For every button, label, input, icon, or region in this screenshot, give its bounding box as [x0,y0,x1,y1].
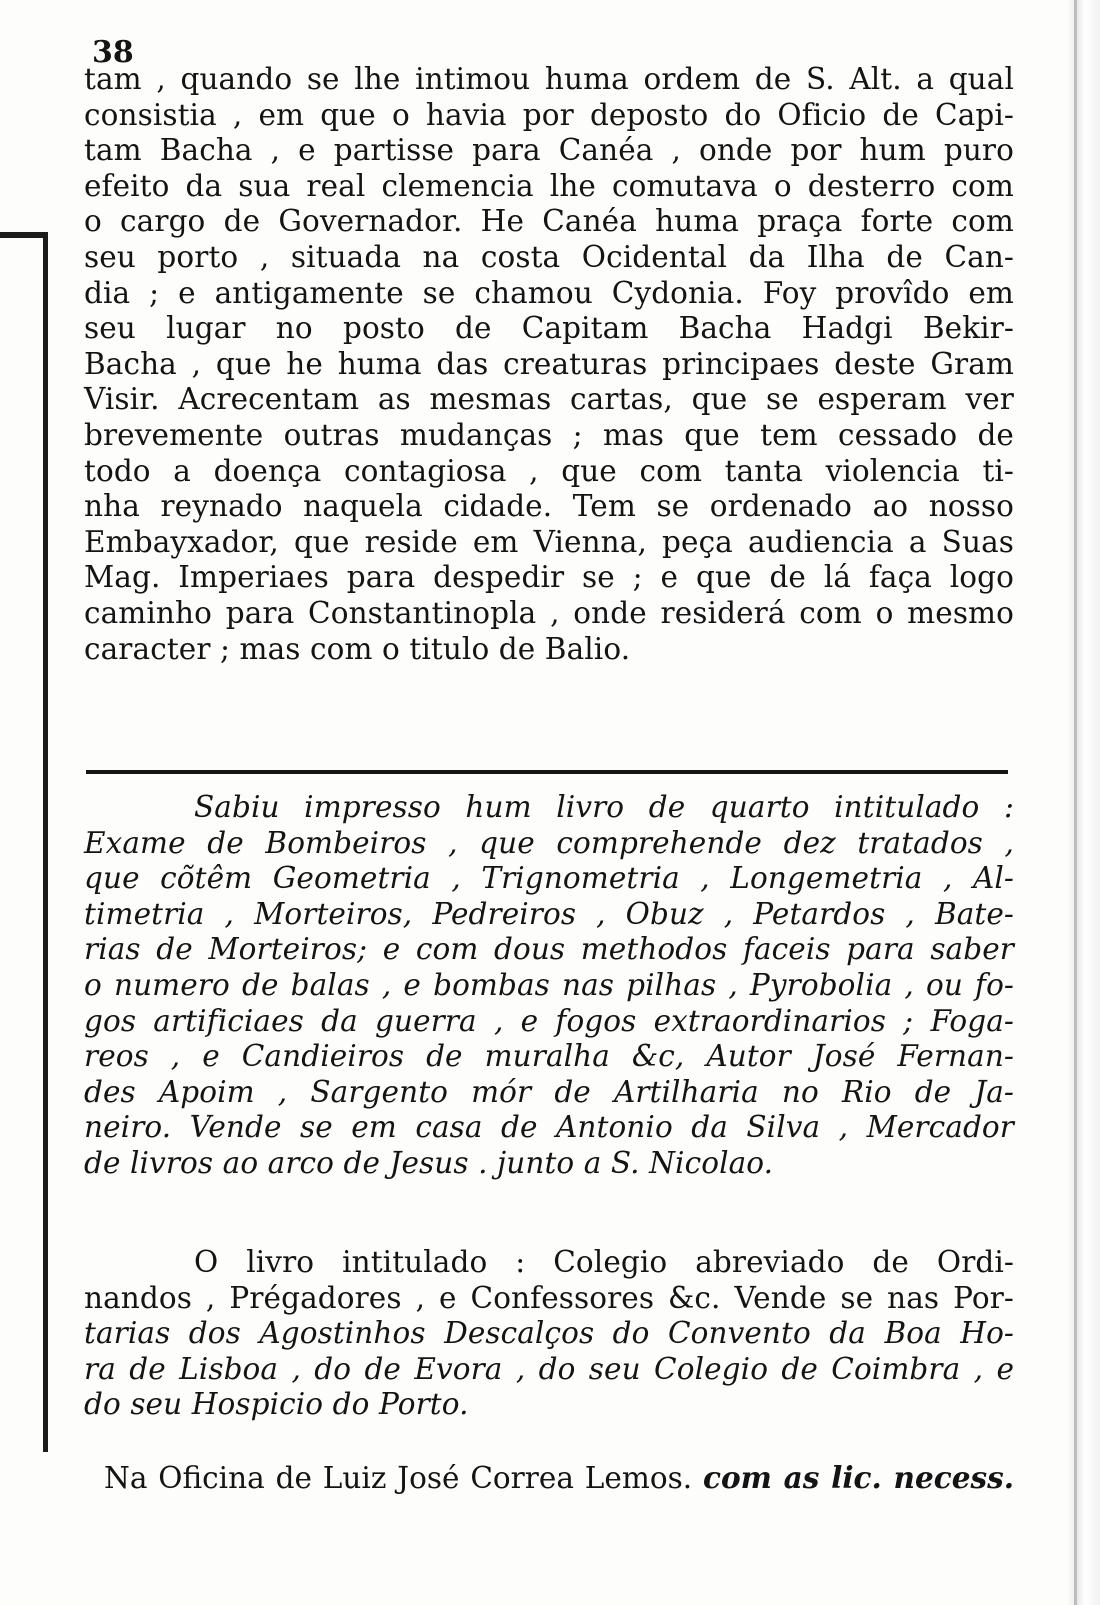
article-line: Bacha , que he huma das creaturas principaes deste Gram [84,346,1014,381]
notice-line: do seu Hospicio do Porto. [84,1387,469,1422]
imprint-publisher: Na Oficina de Luiz José Correa Lemos. [104,1461,693,1495]
notice-line: ra de Lisboa , do de Evora , do seu Colegio de Coimbra , e [84,1351,1014,1386]
book-notice-bombeiros [84,790,1014,1182]
article-line: efeito da sua real clemencia lhe comutava o desterro com [84,168,1014,203]
page-number: 38 [92,35,134,70]
page-edge-shadow [1066,0,1100,1605]
notice-line: reos , e Candieiros de muralha &c, Autor José Fernan- [84,1039,1014,1074]
article-line: caracter ; mas com o titulo de Balio. [84,631,631,666]
article-line: nha reynado naquela cidade. Tem se ordenado ao nosso [84,489,1014,524]
notice-line: Sabiu impresso hum livro de quarto intitulado : [194,790,1014,824]
binding-bracket [0,232,48,1452]
imprint-license: com as lic. necess. [703,1460,1014,1495]
article-line: tam Bacha , e partisse para Canéa , onde por hum puro [84,133,1014,168]
section-divider [86,770,1008,774]
notice-line: o numero de balas , e bombas nas pilhas , Pyrobolia , ou fo- [84,967,1014,1002]
article-line: seu porto , situada na costa Ocidental da Ilha de Can- [84,239,1014,274]
article-line: tam , quando se lhe intimou huma ordem de S. Alt. a qual [84,62,1014,96]
notice-line: rias de Morteiros; e com dous methodos faceis para saber [84,932,1014,967]
article-line: brevemente outras mudanças ; mas que tem cessado de [84,417,1014,452]
article-line: todo a doença contagiosa , que com tanta violencia ti- [84,453,1014,488]
notice-line: de livros ao arco de Jesus . junto a S. Nicolao. [84,1145,774,1180]
article-line: caminho para Constantinopla , onde residerá com o mesmo [84,595,1014,630]
notice-line: des Apoim , Sargento mór de Artilharia no Rio de Ja- [84,1074,1014,1109]
notice-line: O livro intitulado : Colegio abreviado de Ordi- [194,1245,1014,1279]
article-line: Visir. Acrecentam as mesmas cartas, que se esperam ver [84,382,1014,417]
notice-line: gos artificiaes da guerra , e fogos extraordinarios ; Foga- [84,1003,1014,1038]
article-line: seu lugar no posto de Capitam Bacha Hadgi Bekir- [84,311,1014,346]
article-line: Embayxador, que reside em Vienna, peça audiencia a Suas [84,524,1014,559]
notice-line: timetria , Morteiros, Pedreiros , Obuz , Petardos , Bate- [84,896,1014,931]
notice-line: neiro. Vende se em casa de Antonio da Silva , Mercador [84,1110,1014,1145]
article-body [84,62,1014,667]
notice-line: Exame de Bombeiros , que comprehende dez tratados , [84,825,1014,860]
book-notice-colegio [84,1245,1014,1423]
imprint-line [104,1460,1014,1497]
article-line: dia ; e antigamente se chamou Cydonia. Foy provîdo em [84,275,1014,310]
notice-line: nandos , Prégadores , e Confessores &c. Vende se nas Por- [84,1280,1014,1315]
notice-line: que cõtêm Geometria , Trignometria , Longemetria , Al- [84,861,1014,896]
article-line: o cargo de Governador. He Canéa huma praça forte com [84,204,1014,239]
article-line: Mag. Imperiaes para despedir se ; e que de lá faça logo [84,560,1014,595]
article-line: consistia , em que o havia por deposto do Oficio de Capi- [84,97,1014,132]
notice-line: tarias dos Agostinhos Descalços do Convento da Boa Ho- [84,1316,1014,1351]
